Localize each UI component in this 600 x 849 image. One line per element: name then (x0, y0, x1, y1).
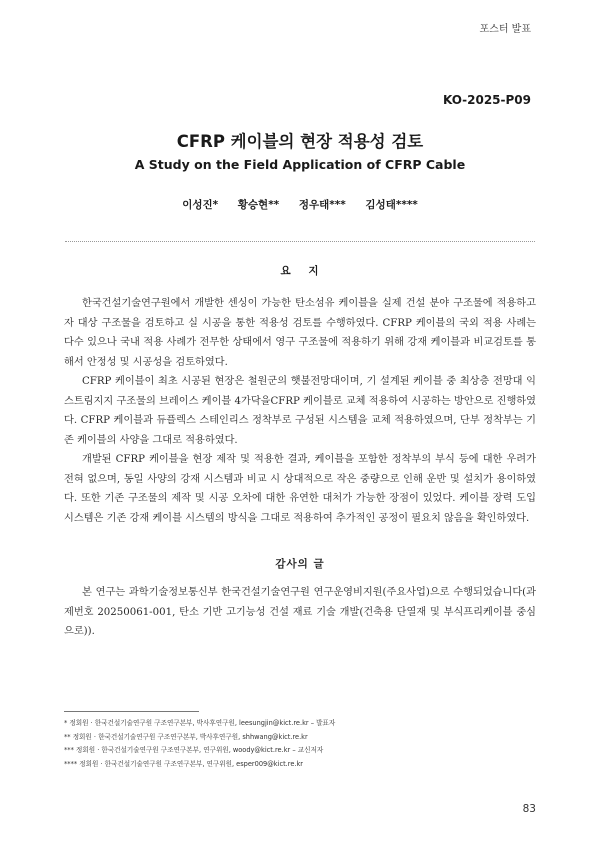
page-number: 83 (522, 803, 536, 815)
footnotes (64, 717, 544, 771)
footnote: **** 정회원 · 한국건설기술연구원 구조연구본부, 연구위원, esper009@kict.re.kr (64, 759, 304, 768)
author-name: 황승현** (237, 199, 280, 211)
title-english: A Study on the Field Application of CFRP Cable (134, 157, 466, 172)
running-head: 포스터 발표 (479, 24, 531, 35)
title-korean: CFRP 케이블의 현장 적용성 검토 (176, 132, 424, 151)
abstract-paragraph: 개발된 CFRP 케이블을 현장 제작 및 적용한 결과, 케이블을 포함한 정착부의 부식 등에 대한 우려가 전혀 없으며, 동일 사양의 강재 시스템과 비교 시 상대적으로 작은 중량으로 인해 운반 및 설치가 용이하였다. 또한 기존 구조물의 제작 및 시공 오차에 대한 유연한 대처가 가능한 장점이 있었다. 케이블 장력 도입 시스템은 기존 강재 케이블 시스템의 방식을 그대로 적용하여 추가적인 공정이 필요치 않음을 확인하였다. (64, 454, 536, 524)
author-name: 이성진* (182, 199, 219, 211)
footnote: *** 정회원 · 한국건설기술연구원 구조연구본부, 연구위원, woody@kict.re.kr – 교신저자 (64, 746, 324, 754)
footnote: ** 정회원 · 한국건설기술연구원 구조연구본부, 박사후연구원, shhwang@kict.re.kr (64, 732, 308, 741)
title-divider (65, 241, 535, 242)
acknowledgement-body (64, 583, 536, 642)
footnote: * 정회원 · 한국건설기술연구원 구조연구본부, 박사후연구원, leesungjin@kict.re.kr – 발표자 (64, 719, 336, 727)
acknowledgement-heading: 감사의 글 (275, 558, 325, 570)
author-list (0, 197, 600, 212)
footnote-divider (64, 711, 199, 712)
acknowledgement-paragraph: 본 연구는 과학기술정보통신부 한국건설기술연구원 연구운영비지원(주요사업)으로 수행되었습니다(과제번호 20250061-001, 탄소 기반 고기능성 건설 재료 기술 개발(건축용 단열재 및 부식프리케이블 중심으로)). (64, 587, 536, 637)
abstract-heading: 요 지 (280, 265, 320, 277)
author-name: 정우태*** (298, 199, 346, 211)
abstract-paragraph: 한국건설기술연구원에서 개발한 센싱이 가능한 탄소섬유 케이블을 실제 건설 분야 구조물에 적용하고자 대상 구조물을 검토하고 실 시공을 통한 적용성 검토를 수행하였다. CFRP 케이블의 국외 적용 사례는 다수 있으나 국내 적용 사례가 전무한 상태에서 영구 구조물에 적용하기 위해 강재 케이블과 비교검토를 통해서 안정성 및 시공성을 검토하였다. (64, 298, 536, 368)
abstract-body (64, 294, 536, 528)
abstract-paragraph: CFRP 케이블이 최초 시공된 현장은 철원군의 햇불전망대이며, 기 설계된 케이블 중 최상층 전망대 익스트림지지 구조물의 브레이스 케이블 4가닥을CFRP 케이블로 교체 적용하여 시공하는 방안으로 진행하였다. CFRP 케이블과 듀플렉스 스테인리스 정착부로 구성된 시스템을 교체 적용하였으며, 단부 정착부는 기존 케이블의 사양을 그대로 적용하였다. (64, 376, 536, 446)
paper-id: KO-2025-P09 (442, 93, 531, 107)
author-name: 김성태**** (365, 199, 418, 211)
